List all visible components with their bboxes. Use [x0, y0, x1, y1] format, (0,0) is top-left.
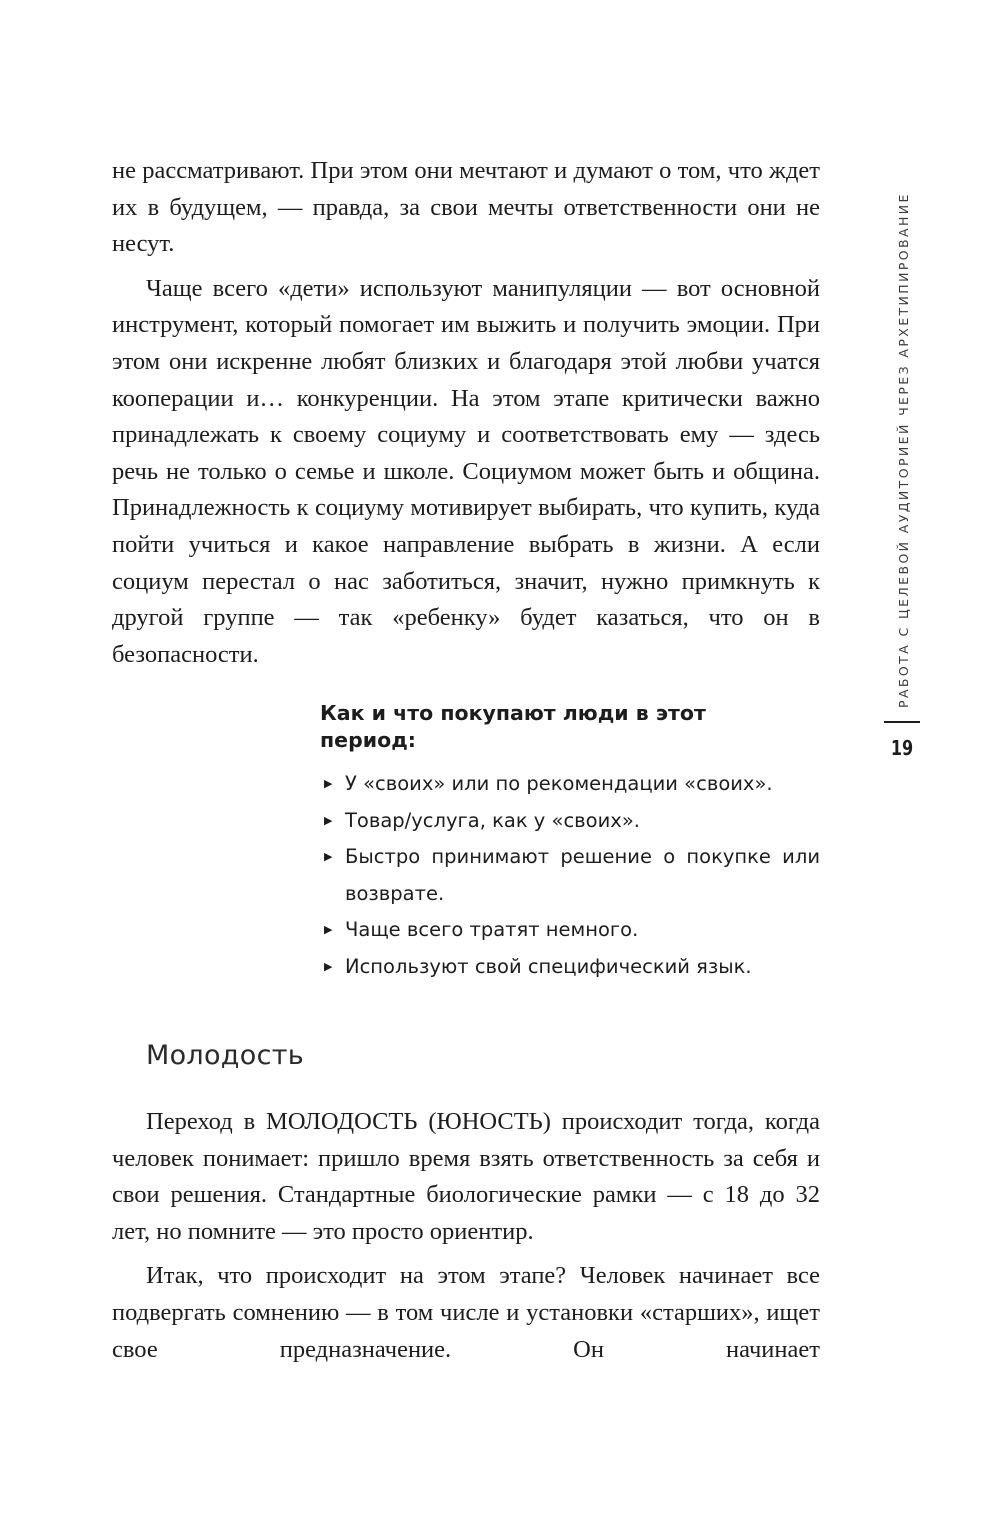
- sidebar-title: Как и что покупают люди в этот период:: [320, 701, 706, 752]
- list-item: [320, 949, 820, 986]
- page-number: 19: [890, 736, 914, 760]
- list-item-text: Используют свой специфический язык.: [345, 954, 752, 978]
- running-head: РАБОТА С ЦЕЛЕВОЙ АУДИТОРИЕЙ ЧЕРЕЗ АРХЕТИПИРОВАНИЕ: [896, 192, 911, 708]
- list-item: [320, 803, 820, 840]
- paragraph: не рассматривают. При этом они мечтают и думают о том, что ждет их в будущем, — правда, за свои мечты ответственности они не несут.: [112, 157, 820, 258]
- triangle-bullet-icon: ▶: [324, 777, 333, 790]
- triangle-bullet-icon: ▶: [324, 923, 333, 936]
- list-item: [320, 766, 820, 803]
- list-item-text: Чаще всего тратят немного.: [345, 918, 639, 941]
- paragraph: Итак, что происходит на этом этапе? Человек начинает все подвергать сомнению — в том числе и установки «старших», ищет свое предназначение. Он начинает: [112, 1262, 820, 1363]
- list-item-text: Быстро принимают решение о покупке или возврате.: [345, 845, 820, 905]
- running-head-rule: [884, 721, 920, 723]
- list-item-text: У «своих» или по рекомендации «своих».: [345, 772, 773, 795]
- paragraph: Переход в МОЛОДОСТЬ (ЮНОСТЬ) происходит тогда, когда человек понимает: пришло время взять ответственность за себя и свои решения. Стандартные биологические рамки — с 18 до 32 лет, но помните — это просто ориентир.: [112, 1108, 820, 1245]
- list-item: [320, 912, 820, 949]
- triangle-bullet-icon: ▶: [324, 850, 333, 863]
- body-text-bottom: [112, 1104, 820, 1368]
- sidebar-box: [320, 700, 820, 985]
- section-heading: Молодость: [146, 1040, 304, 1071]
- triangle-bullet-icon: ▶: [324, 813, 333, 827]
- list-item-text: Товар/услуга, как у «своих».: [345, 808, 640, 832]
- bullet-list: [320, 766, 820, 985]
- list-item: [320, 839, 820, 912]
- body-text-top: [112, 153, 820, 673]
- triangle-bullet-icon: ▶: [324, 959, 333, 973]
- paragraph: Чаще всего «дети» используют манипуляции — вот основной инструмент, который помогает им выжить и получить эмоции. При этом они искренне любят близких и благодаря этой любви учатся кооперации и… конкуренции. На этом этапе критически важно принадлежать к своему социуму и соответствовать ему — здесь речь не только о семье и школе. Социумом может быть и община. Принадлежность к социуму мотивирует выбирать, что купить, куда пойти учиться и какое направление выбрать в жизни. А если социум перестал о нас заботиться, значит, нужно примкнуть к другой группе — так «ребенку» будет казаться, что он в безопасности.: [112, 274, 820, 668]
